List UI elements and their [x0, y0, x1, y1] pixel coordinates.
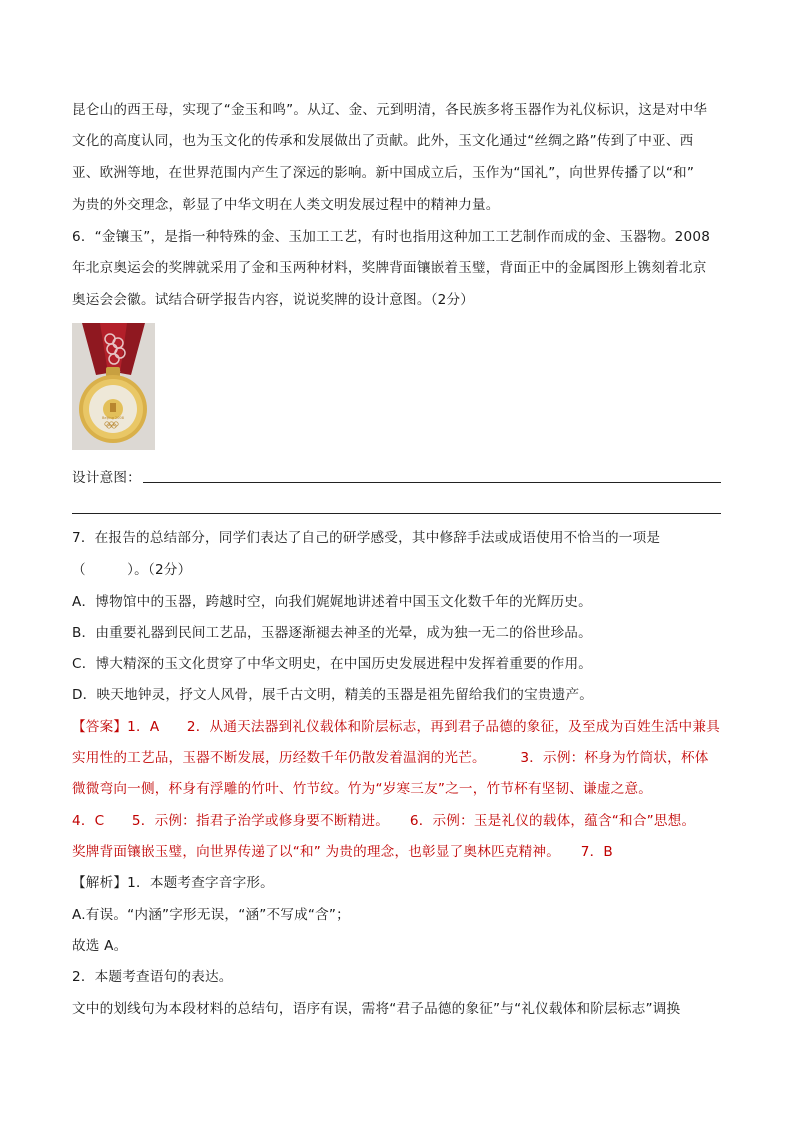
answer-text: 实用性的工艺品，玉器不断发展，历经数千年仍散发着温润的光芒。 3．示例：杯身为竹筒状，杯体: [72, 750, 709, 766]
question-6-text: 6．“金镶玉”，是指一种特殊的金、玉加工工艺，有时也指用这种加工工艺制作而成的金、玉器物。2008: [72, 229, 711, 245]
question-6-text: 年北京奥运会的奖牌就采用了金和玉两种材料，奖牌背面镶嵌着玉璧，背面正中的金属图形上镌刻着北京: [72, 260, 707, 276]
paragraph-line: 为贵的外交理念，彰显了中华文明在人类文明发展过程中的精神力量。: [72, 197, 500, 213]
answer-line[interactable]: [143, 482, 721, 483]
option-a: A．博物馆中的玉器，跨越时空，向我们娓娓地讲述着中国玉文化数千年的光辉历史。: [72, 594, 592, 610]
paragraph-line: 昆仑山的西王母，实现了“金玉和鸣”。从辽、金、元到明清，各民族多将玉器作为礼仪标识，这是对中华: [72, 102, 708, 118]
design-intent-label: 设计意图：: [72, 470, 141, 486]
question-7-text: 7．在报告的总结部分，同学们表达了自己的研学感受，其中修辞手法或成语使用不恰当的一项是: [72, 530, 661, 546]
answer-text: 4．C 5．示例：指君子治学或修身要不断精进。 6．示例：玉是礼仪的载体，蕴含“和合”思想。: [72, 813, 696, 829]
answer-text: 微微弯向一侧，杯身有浮雕的竹叶、竹节纹。竹为“岁寒三友”之一，竹节杯有坚韧、谦虚之意。: [72, 781, 653, 797]
olympic-gold-medal-image: [72, 323, 155, 450]
option-c: C．博大精深的玉文化贯穿了中华文明史，在中国历史发展进程中发挥着重要的作用。: [72, 656, 593, 672]
answer-text: 奖牌背面镶嵌玉璧，向世界传递了以“和” 为贵的理念，也彰显了奥林匹克精神。 7．B: [72, 844, 613, 860]
analysis-text: 故选 A。: [72, 938, 128, 954]
option-b: B．由重要礼器到民间工艺品，玉器逐渐褪去神圣的光晕，成为独一无二的俗世珍品。: [72, 625, 592, 641]
analysis-text: 文中的划线句为本段材料的总结句，语序有误，需将“君子品德的象征”与“礼仪载体和阶层标志”调换: [72, 1001, 681, 1017]
answer-text: 【答案】1．A 2．从通天法器到礼仪载体和阶层标志，再到君子品德的象征，及至成为百姓生活中兼具: [72, 719, 720, 735]
answer-line[interactable]: [72, 513, 721, 514]
analysis-text: 2．本题考查语句的表达。: [72, 969, 233, 985]
paragraph-line: 文化的高度认同，也为玉文化的传承和发展做出了贡献。此外，玉文化通过“丝绸之路”传到了中亚、西: [72, 133, 694, 149]
paragraph-line: 亚、欧洲等地，在世界范围内产生了深远的影响。新中国成立后，玉作为“国礼”，向世界传播了以“和”: [72, 165, 695, 181]
svg-text:Beijing 2008: Beijing 2008: [102, 416, 124, 420]
option-d: D．映天地钟灵，抒文人风骨，展千古文明，精美的玉器是祖先留给我们的宝贵遗产。: [72, 687, 594, 703]
question-6-text: 奥运会会徽。试结合研学报告内容，说说奖牌的设计意图。（2分）: [72, 292, 475, 308]
analysis-text: A.有误。“内涵”字形无误，“涵”不写成“含”；: [72, 907, 350, 923]
analysis-text: 【解析】1．本题考查字音字形。: [72, 875, 274, 891]
question-7-text: （ ）。（2分）: [72, 562, 192, 578]
